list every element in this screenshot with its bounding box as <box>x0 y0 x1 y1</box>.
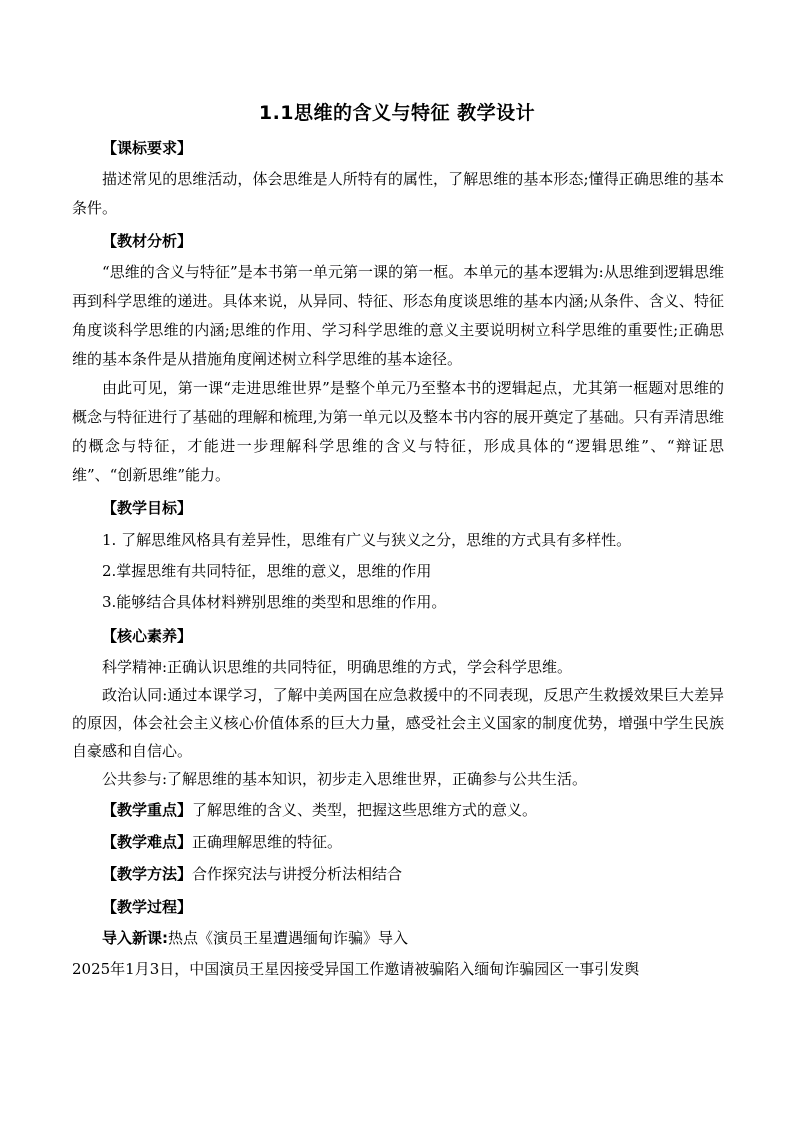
teaching-method-text: 合作探究法与讲授分析法相结合 <box>192 865 403 883</box>
teaching-difficulty-text: 正确理解思维的特征。 <box>192 833 343 851</box>
section-heading-teaching-objectives: 【教学目标】 <box>102 499 193 517</box>
section-heading-curriculum-requirements: 【课标要求】 <box>102 139 193 157</box>
textbook-analysis-paragraph-1: “思维的含义与特征”是本书第一单元第一课的第一框。本单元的基本逻辑为:从思维到逻辑思维再到科学思维的递进。具体来说，从异同、特征、形态角度谈思维的基本内涵;从条件、含义、特征角度谈科学思维的内涵;思维的作用、学习科学思维的意义主要说明树立科学思维的重要性;正确思维的基本条件是从措施角度阐述树立科学思维的基本途径。 <box>72 263 724 368</box>
lesson-intro-text: 热点《演员王星遭遇缅甸诈骗》导入 <box>168 929 409 947</box>
teaching-difficulty-label: 【教学难点】 <box>102 833 193 851</box>
textbook-analysis-paragraph-2: 由此可见，第一课“走进思维世界”是整个单元乃至整本书的逻辑起点，尤其第一框题对思维的概念与特征进行了基础的理解和梳理,为第一单元以及整本书内容的展开奠定了基础。只有弄清思维的概念与特征，才能进一步理解科学思维的含义与特征，形成具体的“逻辑思维”、“辩证思维”、“创新思维”能力。 <box>72 379 724 484</box>
teaching-method-line <box>72 860 724 889</box>
teaching-focus-text: 了解思维的含义、类型，把握这些思维方式的意义。 <box>192 801 538 819</box>
teaching-focus-line <box>72 796 724 825</box>
lesson-intro-line <box>72 924 724 953</box>
objective-item: 2.掌握思维有共同特征，思维的意义，思维的作用 <box>102 562 432 580</box>
curriculum-requirements-text: 描述常见的思维活动，体会思维是人所特有的属性，了解思维的基本形态;懂得正确思维的基本条件。 <box>72 170 724 217</box>
document-title: 1.1思维的含义与特征 教学设计 <box>258 102 536 124</box>
teaching-difficulty-line <box>72 828 724 857</box>
section-heading-core-literacy: 【核心素养】 <box>102 627 193 645</box>
teaching-focus-label: 【教学重点】 <box>102 801 193 819</box>
objective-item: 1. 了解思维风格具有差异性，思维有广义与狭义之分，思维的方式具有多样性。 <box>102 531 632 549</box>
section-heading-textbook-analysis: 【教材分析】 <box>102 232 193 250</box>
core-literacy-item: 政治认同:通过本课学习，了解中美两国在应急救援中的不同表现，反思产生救援效果巨大差异的原因，体会社会主义核心价值体系的巨大力量，感受社会主义国家的制度优势，增强中学生民族自豪感和自信心。 <box>72 686 724 760</box>
lesson-intro-paragraph: 2025年1月3日，中国演员王星因接受异国工作邀请被骗陷入缅甸诈骗园区一事引发舆 <box>72 960 640 978</box>
core-literacy-item: 公共参与:了解思维的基本知识，初步走入思维世界，正确参与公共生活。 <box>102 770 588 788</box>
lesson-intro-label: 导入新课: <box>102 929 168 947</box>
section-heading-teaching-process: 【教学过程】 <box>102 898 193 916</box>
document-body <box>72 130 724 984</box>
objective-item: 3.能够结合具体材料辨别思维的类型和思维的作用。 <box>102 593 447 611</box>
teaching-method-label: 【教学方法】 <box>102 865 193 883</box>
core-literacy-item: 科学精神:正确认识思维的共同特征，明确思维的方式，学会科学思维。 <box>102 658 573 676</box>
